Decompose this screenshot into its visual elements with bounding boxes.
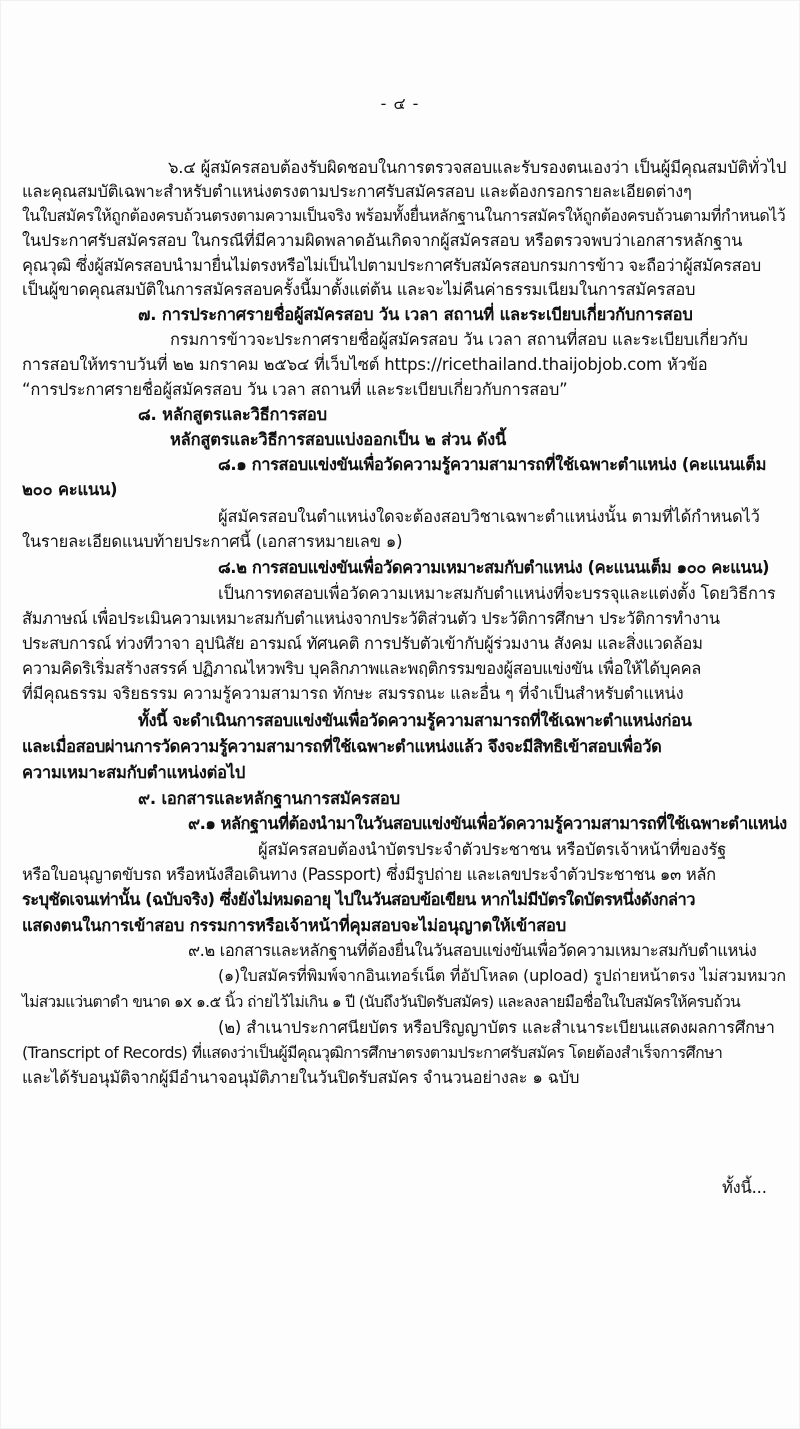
paragraph-line: เป็นการทดสอบเพื่อวัดความเหมาะสมกับตำแหน่งที่จะบรรจุและแต่งตั้ง โดยวิธีการ <box>218 584 776 603</box>
paragraph-line: กรมการข้าวจะประกาศรายชื่อผู้สมัครสอบ วัน เวลา สถานที่สอบ และระเบียบเกี่ยวกับ <box>170 330 748 349</box>
paragraph-line: สัมภาษณ์ เพื่อประเมินความเหมาะสมกับตำแหน่งจากประวัติส่วนตัว ประวัติการศึกษา ประวัติการทำงาน <box>22 609 720 628</box>
paragraph-line: และคุณสมบัติเฉพาะสำหรับตำแหน่งตรงตามประกาศรับสมัครสอบ และต้องกรอกรายละเอียดต่างๆ <box>22 182 692 201</box>
paragraph-line: ไม่สวมแว่นตาดำ ขนาด ๑x ๑.๕ นิ้ว ถ่ายไว้ไม่เกิน ๑ ปี (นับถึงวันปิดรับสมัคร) และลงลายมือชื่อในใบสมัครให้ครบถ้วน <box>22 993 741 1011</box>
section-heading: ๗. การประกาศรายชื่อผู้สมัครสอบ วัน เวลา สถานที่ และระเบียบเกี่ยวกับการสอบ <box>138 305 693 324</box>
paragraph-line: ประสบการณ์ ท่วงทีวาจา อุปนิสัย อารมณ์ ทัศนคติ การปรับตัวเข้ากับผู้ร่วมงาน สังคม และสิ่งแวดล้อม <box>22 634 703 653</box>
paragraph-line: และได้รับอนุมัติจากผู้มีอำนาจอนุมัติภายในวันปิดรับสมัคร จำนวนอย่างละ ๑ ฉบับ <box>22 1068 580 1087</box>
page-number: - ๔ - <box>380 94 420 113</box>
paragraph-line: ผู้สมัครสอบต้องนำบัตรประจำตัวประชาชน หรือบัตรเจ้าหน้าที่ของรัฐ <box>258 840 727 859</box>
paragraph-line: ความคิดริเริ่มสร้างสรรค์ ปฏิภาณไหวพริบ บุคลิกภาพและพฤติกรรมของผู้สอบแข่งขัน เพื่อให้ได้บุคคล <box>22 659 702 678</box>
paragraph-line: ระบุชัดเจนเท่านั้น (ฉบับจริง) ซึ่งยังไม่หมดอายุ ไปในวันสอบข้อเขียน หากไม่มีบัตรใดบัตรหนึ่งดังกล่าว <box>22 890 695 909</box>
paragraph-line: ในประกาศรับสมัครสอบ ในกรณีที่มีความผิดพลาดอันเกิดจากผู้สมัครสอบ หรือตรวจพบว่าเอกสารหลักฐาน <box>22 231 743 250</box>
continuation-text: ทั้งนี้... <box>722 1178 767 1197</box>
paragraph-line: “การประกาศรายชื่อผู้สมัครสอบ วัน เวลา สถานที่ และระเบียบเกี่ยวกับการสอบ” <box>22 380 568 399</box>
subsection-heading: ๘.๑ การสอบแข่งขันเพื่อวัดความรู้ความสามารถที่ใช้เฉพาะตำแหน่ง (คะแนนเต็ม <box>218 455 767 474</box>
paragraph-line: แสดงตนในการเข้าสอบ กรรมการหรือเจ้าหน้าที่คุมสอบจะไม่อนุญาตให้เข้าสอบ <box>22 916 567 935</box>
paragraph-line: ทั้งนี้ จะดำเนินการสอบแข่งขันเพื่อวัดความรู้ความสามารถที่ใช้เฉพาะตำแหน่งก่อน <box>138 711 692 730</box>
paragraph-line: ความเหมาะสมกับตำแหน่งต่อไป <box>22 763 246 782</box>
subsection-text: หลักสูตรและวิธีการสอบแบ่งออกเป็น ๒ ส่วน ดังนี้ <box>170 430 507 449</box>
paragraph-line: ในใบสมัครให้ถูกต้องครบถ้วนตรงตามความเป็นจริง พร้อมทั้งยื่นหลักฐานในการสมัครให้ถูกต้องครบถ้วนตามที่กำหนดไว้ <box>22 206 786 225</box>
section-heading: ๙. เอกสารและหลักฐานการสมัครสอบ <box>138 789 400 808</box>
paragraph-line: เป็นผู้ขาดคุณสมบัติในการสมัครสอบครั้งนี้มาตั้งแต่ต้น และจะไม่คืนค่าธรรมเนียมในการสมัครสอบ <box>22 280 696 299</box>
section-heading: ๘. หลักสูตรและวิธีการสอบ <box>138 405 327 424</box>
paragraph-line: ๖.๔ ผู้สมัครสอบต้องรับผิดชอบในการตรวจสอบและรับรองตนเองว่า เป็นผู้มีคุณสมบัติทั่วไป <box>168 158 787 177</box>
paragraph-line: ในรายละเอียดแนบท้ายประกาศนี้ (เอกสารหมายเลข ๑) <box>22 532 403 551</box>
paragraph-line: การสอบให้ทราบวันที่ ๒๒ มกราคม ๒๕๖๔ ที่เว็บไซต์ https://ricethailand.thaijobjob.com หัวข้อ <box>22 355 708 374</box>
paragraph-line: และเมื่อสอบผ่านการวัดความรู้ความสามารถที่ใช้เฉพาะตำแหน่งแล้ว จึงจะมีสิทธิเข้าสอบเพื่อวัด <box>22 737 662 756</box>
paragraph-line: ที่มีคุณธรรม จริยธรรม ความรู้ความสามารถ ทักษะ สมรรถนะ และอื่น ๆ ที่จำเป็นสำหรับตำแหน่ง <box>22 684 684 703</box>
subsection-heading: ๘.๒ การสอบแข่งขันเพื่อวัดความเหมาะสมกับตำแหน่ง (คะแนนเต็ม ๑๐๐ คะแนน) <box>218 558 770 577</box>
subsection-heading: ๙.๒ เอกสารและหลักฐานที่ต้องยื่นในวันสอบแข่งขันเพื่อวัดความเหมาะสมกับตำแหน่ง <box>188 941 757 960</box>
paragraph-line: (๒) สำเนาประกาศนียบัตร หรือปริญญาบัตร และสำเนาระเบียนแสดงผลการศึกษา <box>218 1018 775 1037</box>
subsection-heading: ๒๐๐ คะแนน) <box>22 480 118 499</box>
subsection-heading: ๙.๑ หลักฐานที่ต้องนำมาในวันสอบแข่งขันเพื่อวัดความรู้ความสามารถที่ใช้เฉพาะตำแหน่ง <box>188 814 787 833</box>
paragraph-line: คุณวุฒิ ซึ่งผู้สมัครสอบนำมายื่นไม่ตรงหรือไม่เป็นไปตามประกาศรับสมัครสอบกรมการข้าว จะถือว่าผู้สมัครสอบ <box>22 256 761 275</box>
paragraph-line: ผู้สมัครสอบในตำแหน่งใดจะต้องสอบวิชาเฉพาะตำแหน่งนั้น ตามที่ได้กำหนดไว้ <box>218 507 760 526</box>
paragraph-line: หรือใบอนุญาตขับรถ หรือหนังสือเดินทาง (Passport) ซึ่งมีรูปถ่าย และเลขประจำตัวประชาชน ๑๓ หลัก <box>22 865 716 884</box>
paragraph-line: (๑)ใบสมัครที่พิมพ์จากอินเทอร์เน็ต ที่อัปโหลด (upload) รูปถ่ายหน้าตรง ไม่สวมหมวก <box>218 966 786 985</box>
paragraph-line: (Transcript of Records) ที่แสดงว่าเป็นผู้มีคุณวุฒิการศึกษาตรงตามประกาศรับสมัคร โดยต้องสำเร็จการศึกษา <box>22 1043 723 1062</box>
